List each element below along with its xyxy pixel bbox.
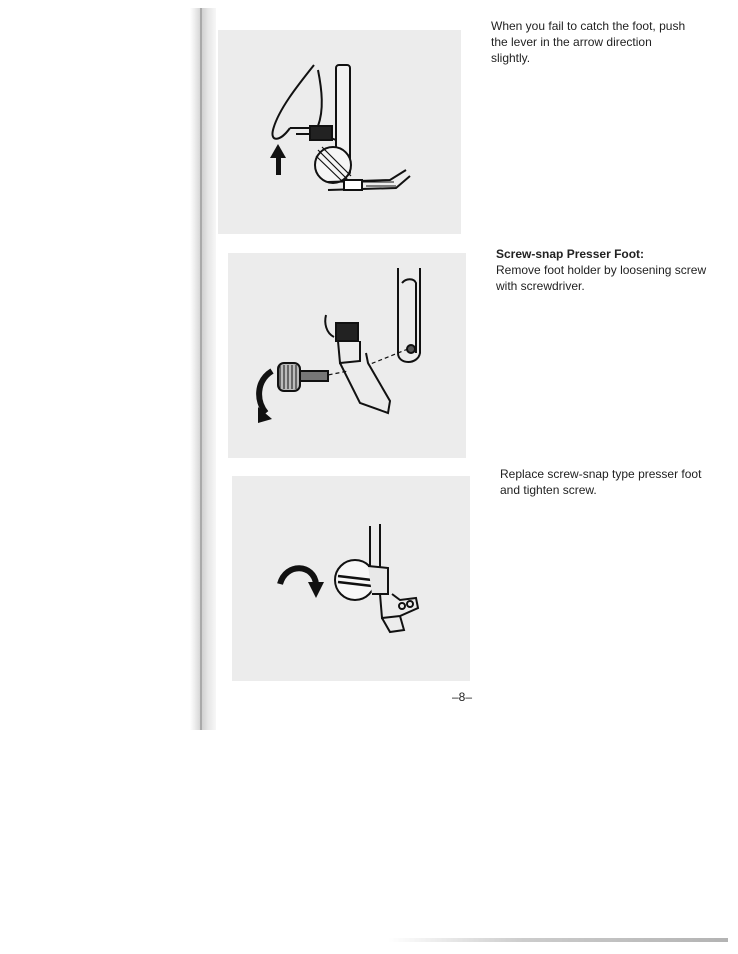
binding-edge (200, 8, 202, 730)
page-number: –8– (452, 690, 473, 704)
instruction-screw-snap-text: Remove foot holder by loosening screw with screwdriver. (496, 263, 707, 293)
loosen-screw-icon (228, 253, 466, 458)
instruction-screw-snap (496, 246, 716, 294)
lever-illustration (218, 30, 461, 234)
book-binding-shadow (190, 8, 216, 730)
instruction-screw-snap-heading: Screw-snap Presser Foot: (496, 247, 645, 261)
loosen-screw-illustration (228, 253, 466, 458)
instruction-replace-text: Replace screw-snap type presser foot and tighten screw. (500, 467, 702, 497)
instruction-lever (491, 18, 691, 66)
tighten-screw-icon (232, 476, 470, 681)
instruction-lever-text: When you fail to catch the foot, push the lever in the arrow direction slightly. (491, 19, 686, 65)
scan-edge-shadow (388, 938, 728, 942)
instruction-replace (500, 466, 710, 498)
tighten-screw-illustration (232, 476, 470, 681)
presser-foot-lever-icon (218, 30, 461, 234)
